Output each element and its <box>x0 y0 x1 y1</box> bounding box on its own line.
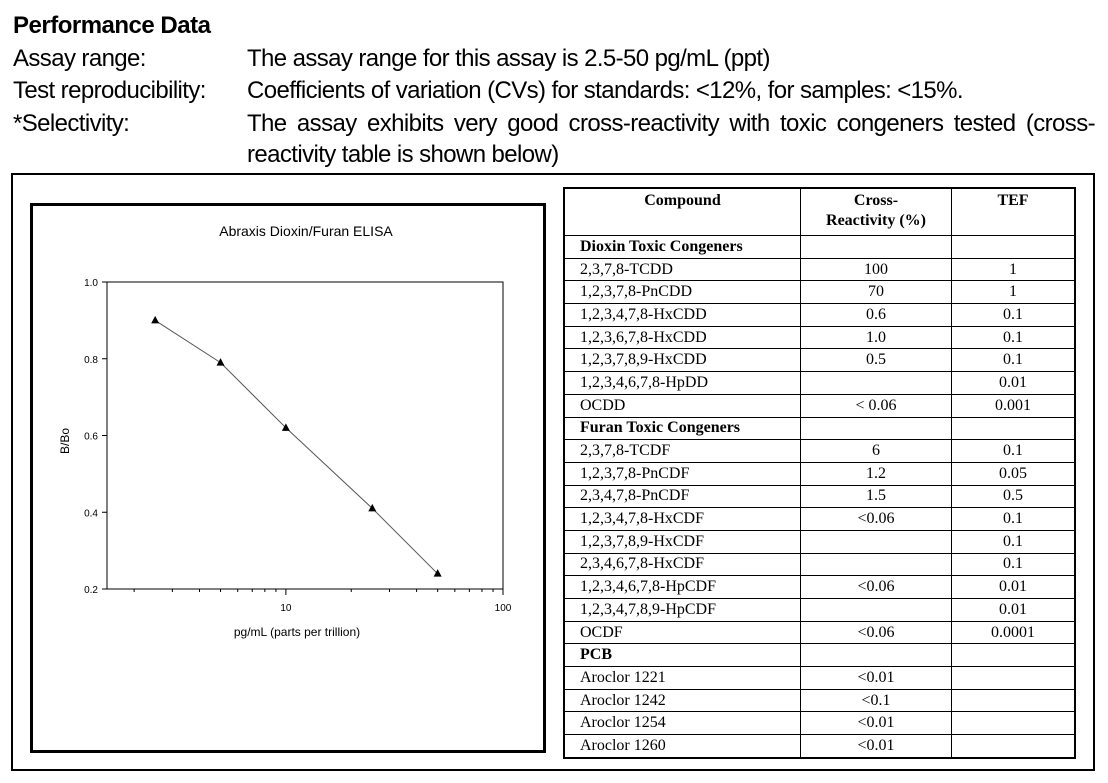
table-row <box>564 349 1075 372</box>
tef-cell <box>952 735 1076 758</box>
table-group-row <box>564 236 1075 259</box>
table-row <box>564 599 1075 622</box>
cross-reactivity-cell: <0.1 <box>801 689 952 712</box>
tef-cell: 0.001 <box>952 394 1076 417</box>
table-group-row <box>564 417 1075 440</box>
tef-cell <box>952 644 1076 667</box>
cross-reactivity-cell: 100 <box>801 258 952 281</box>
table-row <box>564 281 1075 304</box>
tef-cell <box>952 417 1076 440</box>
header-cross-line2: Reactivity (%) <box>826 212 926 229</box>
tef-cell: 1 <box>952 258 1076 281</box>
cross-reactivity-cell: <0.06 <box>801 576 952 599</box>
group-label: PCB <box>564 644 801 667</box>
cross-reactivity-cell: 70 <box>801 281 952 304</box>
info-label: *Selectivity: <box>13 110 130 137</box>
table-row <box>564 576 1075 599</box>
cross-reactivity-cell <box>801 372 952 395</box>
data-point <box>217 358 225 366</box>
y-tick-label: 0.8 <box>84 354 98 366</box>
cross-reactivity-cell <box>801 236 952 259</box>
cross-reactivity-cell <box>801 644 952 667</box>
cross-reactivity-cell: <0.01 <box>801 667 952 690</box>
compound-cell: Aroclor 1221 <box>564 667 801 690</box>
tef-cell: 0.01 <box>952 599 1076 622</box>
tef-cell <box>952 667 1076 690</box>
cross-reactivity-cell: <0.06 <box>801 621 952 644</box>
tef-cell: 0.1 <box>952 440 1076 463</box>
cross-reactivity-cell: 6 <box>801 440 952 463</box>
compound-cell: Aroclor 1260 <box>564 735 801 758</box>
cross-reactivity-cell: <0.06 <box>801 508 952 531</box>
table-header-row <box>564 188 1075 236</box>
data-point <box>151 316 159 324</box>
table-row <box>564 553 1075 576</box>
table-row <box>564 667 1075 690</box>
tef-cell: 1 <box>952 281 1076 304</box>
tef-cell: 0.0001 <box>952 621 1076 644</box>
table-row <box>564 621 1075 644</box>
group-label: Furan Toxic Congeners <box>564 417 801 440</box>
table-group-row <box>564 644 1075 667</box>
cross-reactivity-cell: <0.01 <box>801 712 952 735</box>
cross-reactivity-cell <box>801 530 952 553</box>
header-compound: Compound <box>564 188 801 236</box>
tef-cell: 0.05 <box>952 462 1076 485</box>
compound-cell: 1,2,3,4,7,8,9-HpCDF <box>564 599 801 622</box>
compound-cell: 1,2,3,4,6,7,8-HpDD <box>564 372 801 395</box>
cross-reactivity-cell <box>801 553 952 576</box>
table-row <box>564 735 1075 758</box>
compound-cell: 2,3,7,8-TCDD <box>564 258 801 281</box>
table-row <box>564 712 1075 735</box>
compound-cell: 1,2,3,4,7,8-HxCDF <box>564 508 801 531</box>
compound-cell: 1,2,3,4,6,7,8-HpCDF <box>564 576 801 599</box>
info-value: The assay range for this assay is 2.5-50 pg/mL (ppt) <box>247 45 770 72</box>
tef-cell <box>952 236 1076 259</box>
x-tick-label: 10 <box>280 603 292 614</box>
compound-cell: OCDF <box>564 621 801 644</box>
x-tick-label: 100 <box>494 603 512 614</box>
cross-reactivity-cell <box>801 417 952 440</box>
header-cross-line1: Cross- <box>853 192 899 209</box>
compound-cell: 1,2,3,4,7,8-HxCDD <box>564 304 801 327</box>
table-row <box>564 530 1075 553</box>
table-row <box>564 372 1075 395</box>
table-row <box>564 462 1075 485</box>
compound-cell: 2,3,7,8-TCDF <box>564 440 801 463</box>
tef-cell: 0.1 <box>952 553 1076 576</box>
table-row <box>564 258 1075 281</box>
compound-cell: 1,2,3,7,8-PnCDD <box>564 281 801 304</box>
header-tef: TEF <box>952 188 1076 236</box>
series-line <box>155 320 437 573</box>
tef-cell: 0.1 <box>952 304 1076 327</box>
x-axis-label: pg/mL (parts per trillion) <box>233 625 361 639</box>
table-row <box>564 485 1075 508</box>
chart-title: Abraxis Dioxin/Furan ELISA <box>219 223 393 239</box>
tef-cell: 0.1 <box>952 326 1076 349</box>
data-point <box>368 504 376 512</box>
compound-cell: 2,3,4,6,7,8-HxCDF <box>564 553 801 576</box>
header-cross-reactivity <box>801 188 952 236</box>
info-label: Test reproducibility: <box>13 77 206 104</box>
compound-cell: Aroclor 1242 <box>564 689 801 712</box>
y-tick-label: 0.6 <box>84 431 98 443</box>
info-label: Assay range: <box>13 45 146 72</box>
cross-reactivity-cell: 0.5 <box>801 349 952 372</box>
cross-reactivity-cell: 0.6 <box>801 304 952 327</box>
compound-cell: 1,2,3,7,8,9-HxCDF <box>564 530 801 553</box>
compound-cell: 1,2,3,6,7,8-HxCDD <box>564 326 801 349</box>
group-label: Dioxin Toxic Congeners <box>564 236 801 259</box>
cross-reactivity-cell: 1.2 <box>801 462 952 485</box>
table-row <box>564 689 1075 712</box>
tef-cell: 0.1 <box>952 508 1076 531</box>
table-row <box>564 440 1075 463</box>
standard-curve-chart <box>33 206 543 750</box>
compound-cell: 1,2,3,7,8,9-HxCDD <box>564 349 801 372</box>
cross-reactivity-cell: <0.01 <box>801 735 952 758</box>
compound-cell: Aroclor 1254 <box>564 712 801 735</box>
info-value-continued: reactivity table is shown below) <box>247 141 559 168</box>
compound-cell: OCDD <box>564 394 801 417</box>
cross-reactivity-cell: < 0.06 <box>801 394 952 417</box>
y-axis-label: B/Bo <box>58 427 72 455</box>
tef-cell <box>952 689 1076 712</box>
cross-reactivity-table <box>563 187 1076 759</box>
tef-cell: 0.01 <box>952 372 1076 395</box>
page-title: Performance Data <box>13 12 211 39</box>
y-tick-label: 1.0 <box>84 278 98 289</box>
compound-cell: 2,3,4,7,8-PnCDF <box>564 485 801 508</box>
tef-cell: 0.01 <box>952 576 1076 599</box>
y-tick-label: 0.2 <box>84 585 98 596</box>
tef-cell: 0.1 <box>952 349 1076 372</box>
info-value: Coefficients of variation (CVs) for standards: <12%, for samples: <15%. <box>247 77 963 104</box>
tef-cell <box>952 712 1076 735</box>
table-row <box>564 304 1075 327</box>
y-tick-label: 0.4 <box>84 508 98 520</box>
cross-reactivity-cell: 1.0 <box>801 326 952 349</box>
info-value: The assay exhibits very good cross-reactivity with toxic congeners tested (cross- <box>247 110 1095 137</box>
tef-cell: 0.1 <box>952 530 1076 553</box>
table-row <box>564 326 1075 349</box>
table-row <box>564 508 1075 531</box>
tef-cell: 0.5 <box>952 485 1076 508</box>
table-row <box>564 394 1075 417</box>
compound-cell: 1,2,3,7,8-PnCDF <box>564 462 801 485</box>
cross-reactivity-cell <box>801 599 952 622</box>
cross-reactivity-cell: 1.5 <box>801 485 952 508</box>
chart-panel <box>30 203 546 753</box>
